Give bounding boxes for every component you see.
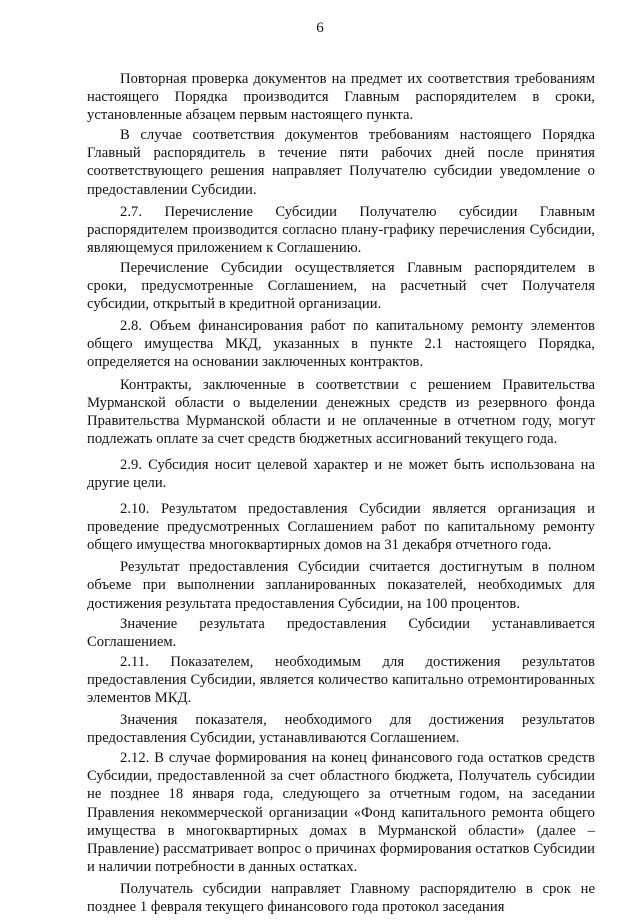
paragraph-transfer: Перечисление Субсидии осуществляется Главным распорядителем в сроки, предусмотренные Соглашением, на расчетный счет Получателя субсидии, открытый в кредитной организации. bbox=[87, 259, 595, 313]
page-number: 6 bbox=[316, 20, 324, 36]
paragraph-repeat-check: Повторная проверка документов на предмет их соответствия требованиям настоящего Порядка производится Главным распорядителем в сроки, установленные абзацем первым настоящего пункта. bbox=[87, 71, 595, 124]
paragraph-2-12: 2.12. В случае формирования на конец финансового года остатков средств Субсидии, предоставленной за счет областного бюджета, Получатель субсидии не позднее 18 января года, следующего за отчетным годом, на заседании Правления некоммерческой организации «Фонд капитального ремонта общего имущества в многоквартирных домах в Мурманской области» (далее – Правление) рассматривает вопрос о причинах формирования остатков Субсидии и наличии потребности в данных остатках. bbox=[87, 750, 595, 875]
paragraph-2-9: 2.9. Субсидия носит целевой характер и не может быть использована на другие цели. bbox=[87, 456, 595, 491]
paragraph-indicator-values: Значения показателя, необходимого для достижения результатов предоставления Субсидии, устанавливаются Соглашением. bbox=[87, 712, 595, 747]
paragraph-result-value: Значение результата предоставления Субсидии устанавливается Соглашением. bbox=[87, 615, 595, 650]
paragraph-notification: В случае соответствия документов требованиям настоящего Порядка Главный распорядитель в течение пяти рабочих дней после принятия соответствующего решения направляет Получателю субсидии уведомление о предоставлении Субсидии. bbox=[87, 127, 595, 198]
paragraph-contracts: Контракты, заключенные в соответствии с решением Правительства Мурманской области о выделении денежных средств из резервного фонда Правительства Мурманской области и не оплаченные в отчетном году, могут подлежать оплате за счет средств бюджетных ассигнований текущего года. bbox=[87, 376, 595, 447]
paragraph-2-8: 2.8. Объем финансирования работ по капитальному ремонту элементов общего имущества МКД, указанных в пункте 2.1 настоящего Порядка, определяется на основании заключенных контрактов. bbox=[87, 318, 595, 371]
paragraph-protocol: Получатель субсидии направляет Главному распорядителю в срок не позднее 1 февраля текущего финансового года протокол заседания bbox=[87, 880, 595, 916]
paragraph-2-11: 2.11. Показателем, необходимым для достижения результатов предоставления Субсидии, является количество капитально отремонтированных элементов МКД. bbox=[87, 653, 595, 706]
paragraph-2-10: 2.10. Результатом предоставления Субсидии является организация и проведение предусмотренных Соглашением работ по капитальному ремонту общего имущества многоквартирных домов на 31 декабря отчетного года. bbox=[87, 501, 595, 554]
document-body bbox=[87, 70, 595, 920]
paragraph-2-7: 2.7. Перечисление Субсидии Получателю субсидии Главным распорядителем производится согласно плану-графику перечисления Субсидии, являющемуся приложением к Соглашению. bbox=[87, 203, 595, 256]
paragraph-result-achieved: Результат предоставления Субсидии считается достигнутым в полном объеме при выполнении запланированных показателей, необходимых для достижения результата предоставления Субсидии, на 100 процентов. bbox=[87, 559, 595, 612]
